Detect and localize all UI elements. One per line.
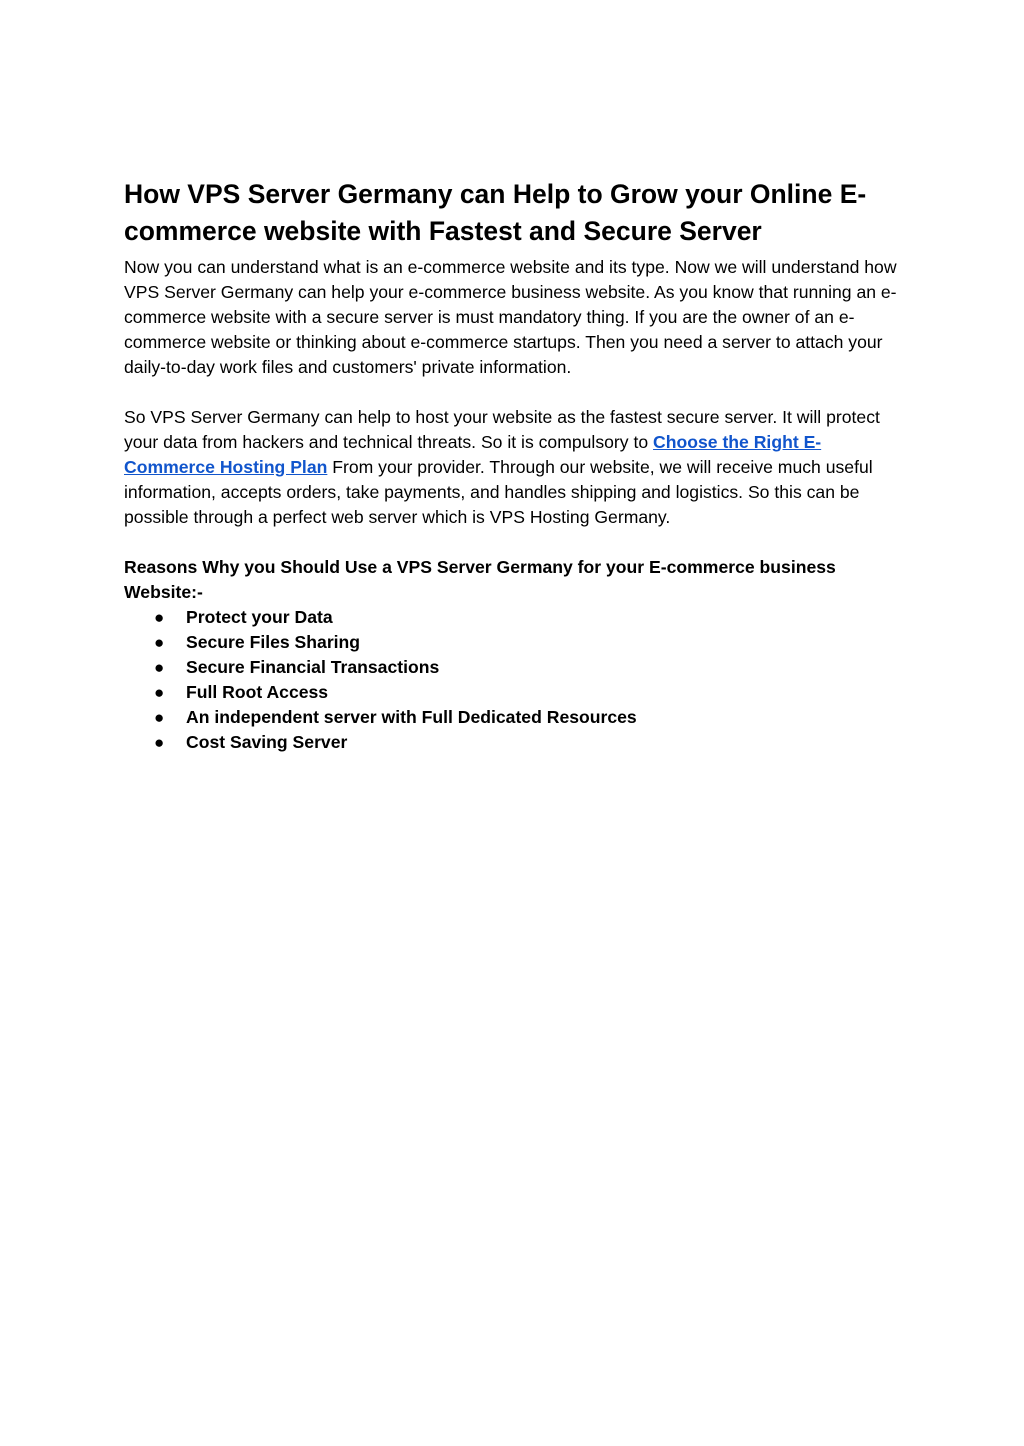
reason-text: Cost Saving Server (186, 732, 348, 752)
bullet-icon: ● (154, 733, 165, 752)
list-item (124, 630, 904, 655)
reason-text: Secure Files Sharing (186, 632, 361, 652)
document-page (124, 176, 904, 755)
bullet-icon: ● (154, 683, 165, 702)
intro-paragraph: Now you can understand what is an e-commerce website and its type. Now we will understand how VPS Server Germany can help your e-commerce business website. As you know that running an e-commerce website with a secure server is must mandatory thing. If you are the owner of an e-commerce website or thinking about e-commerce startups. Then you need a server to attach your daily-to-day work files and customers' private information. (124, 257, 897, 377)
bullet-icon: ● (154, 658, 165, 677)
list-item (124, 705, 904, 730)
hosting-plan-link[interactable]: Choose the Right E-Commerce Hosting Plan (124, 432, 822, 477)
hosting-paragraph-text-start: So VPS Server Germany can help to host your website as the fastest secure server. It will protect your data from hackers and technical threats. So it is compulsory to (124, 407, 880, 452)
bullet-icon: ● (154, 608, 165, 627)
bullet-icon: ● (154, 633, 165, 652)
reason-text: Secure Financial Transactions (186, 657, 440, 677)
reason-text: An independent server with Full Dedicated Resources (186, 707, 637, 727)
list-item (124, 730, 904, 755)
hosting-paragraph-text-end: From your provider. Through our website, we will receive much useful information, accepts orders, take payments, and handles shipping and logistics. So this can be possible through a perfect web server which is VPS Hosting Germany. (124, 457, 873, 527)
document-title: How VPS Server Germany can Help to Grow your Online E-commerce website with Fastest and Secure Server (124, 179, 867, 246)
hosting-paragraph (124, 405, 904, 530)
bullet-icon: ● (154, 708, 165, 727)
reason-text: Full Root Access (186, 682, 329, 702)
reason-text: Protect your Data (186, 607, 333, 627)
reasons-heading: Reasons Why you Should Use a VPS Server Germany for your E-commerce business Website:- (124, 557, 836, 602)
reasons-list (124, 605, 904, 755)
list-item (124, 655, 904, 680)
list-item (124, 680, 904, 705)
list-item (124, 605, 904, 630)
